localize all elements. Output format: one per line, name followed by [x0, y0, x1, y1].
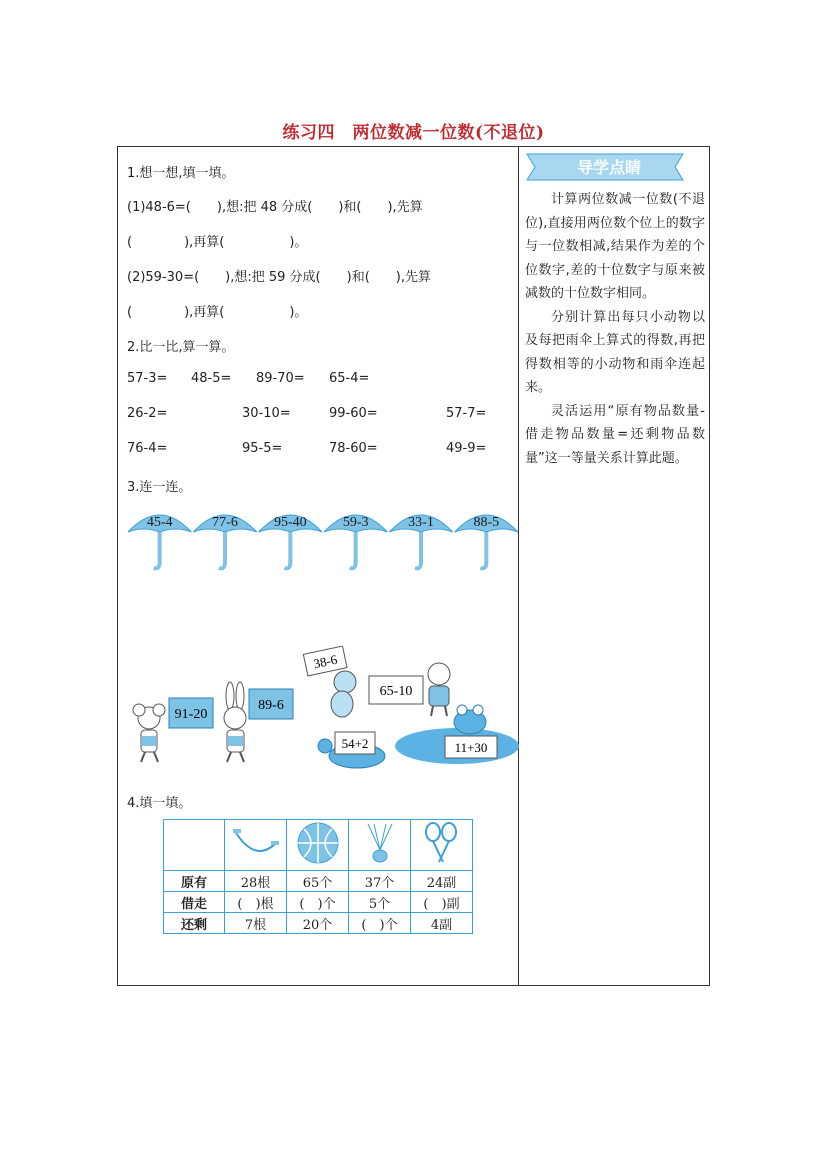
umbrella-expr: 33-1	[408, 515, 434, 530]
basketball-icon	[287, 820, 349, 871]
jump-rope-icon	[225, 820, 287, 871]
bear-cub-icon	[303, 646, 356, 717]
umbrella-icon	[455, 515, 518, 568]
umbrella-icon	[259, 515, 322, 568]
q2-row	[127, 406, 517, 426]
q2-expr: 30-10=	[242, 406, 291, 421]
q2-expr: 89-70=	[256, 371, 305, 386]
q2-row	[127, 371, 517, 391]
q1-line4: ( ),再算( )。	[127, 305, 308, 320]
table-cell: ( )个	[287, 892, 349, 913]
table-cell: ( )个	[349, 913, 411, 934]
q2-expr: 76-4=	[127, 441, 168, 456]
umbrella-icon	[193, 515, 256, 568]
table-cell: 65个	[287, 871, 349, 892]
row-label: 借走	[164, 892, 225, 913]
table-cell: 20个	[287, 913, 349, 934]
sign-91-20	[169, 698, 213, 728]
table-cell: ( )根	[225, 892, 287, 913]
table-cell: 5个	[349, 892, 411, 913]
guide-text	[525, 188, 705, 470]
q2-expr: 78-60=	[329, 441, 378, 456]
table-cell: ( )副	[411, 892, 473, 913]
mouse-icon	[133, 704, 165, 762]
table-row	[164, 913, 473, 934]
q2-heading: 2.比一比,算一算。	[127, 340, 235, 355]
umbrella-expr: 95-40	[273, 515, 307, 530]
table-cell: 7根	[225, 913, 287, 934]
q2-expr: 57-3=	[127, 371, 168, 386]
frog-icon	[454, 705, 486, 734]
q3-heading: 3.连一连。	[127, 480, 192, 495]
table-cell: 37个	[349, 871, 411, 892]
bear-icon	[428, 663, 450, 716]
umbrella-row	[127, 506, 519, 576]
q2-expr: 57-7=	[446, 406, 487, 421]
svg-text:11+30: 11+30	[454, 740, 488, 755]
q2-expr: 99-60=	[329, 406, 378, 421]
svg-text:54+2: 54+2	[341, 736, 369, 751]
table-row	[164, 871, 473, 892]
svg-text:导学点睛: 导学点睛	[576, 158, 642, 177]
shuttlecock-icon	[349, 820, 411, 871]
umbrella-icon	[324, 515, 387, 568]
q2-expr: 48-5=	[191, 371, 232, 386]
q2-expr: 95-5=	[242, 441, 283, 456]
q2-expr: 65-4=	[329, 371, 370, 386]
svg-text:38-6: 38-6	[312, 651, 339, 672]
animal-scene	[127, 646, 519, 786]
sign-11-30	[445, 736, 497, 758]
sign-89-6	[249, 689, 293, 719]
table-cell: 24副	[411, 871, 473, 892]
q4-heading: 4.填一填。	[127, 796, 192, 811]
row-label: 还剩	[164, 913, 225, 934]
table-cell: 28根	[225, 871, 287, 892]
svg-text:91-20: 91-20	[174, 707, 208, 722]
q2-row	[127, 441, 517, 461]
svg-text:89-6: 89-6	[258, 698, 284, 713]
sign-65-10	[369, 676, 423, 704]
q1-line2: ( ),再算( )。	[127, 235, 308, 250]
q2-expr: 49-9=	[446, 441, 487, 456]
umbrella-icon	[389, 515, 452, 568]
sign-54-2	[335, 732, 375, 754]
row-label: 原有	[164, 871, 225, 892]
guide-paragraph: 分别计算出每只小动物以及每把雨伞上算式的得数,再把得数相等的小动物和雨伞连起来。	[525, 309, 705, 395]
guide-paragraph: 计算两位数减一位数(不退位),直接用两位数个位上的数字与一位数相减,结果作为差的个位数字,差的十位数字与原来被减数的十位数字相同。	[525, 192, 705, 301]
guide-paragraph: 灵活运用“原有物品数量-借走物品数量=还剩物品数量”这一等量关系计算此题。	[525, 403, 705, 466]
badminton-rackets-icon	[411, 820, 473, 871]
svg-text:65-10: 65-10	[379, 684, 413, 699]
umbrella-expr: 88-5	[473, 515, 500, 530]
table-row	[164, 820, 473, 871]
q2-expr: 26-2=	[127, 406, 168, 421]
q1-line1: (1)48-6=( ),想:把 48 分成( )和( ),先算	[127, 200, 423, 215]
table-row	[164, 892, 473, 913]
table-corner	[164, 820, 225, 871]
table-cell: 4副	[411, 913, 473, 934]
q1-line3: (2)59-30=( ),想:把 59 分成( )和( ),先算	[127, 270, 431, 285]
umbrella-expr: 77-6	[212, 515, 238, 530]
q1-heading: 1.想一想,填一填。	[127, 166, 235, 181]
umbrella-expr: 59-3	[342, 515, 369, 530]
umbrella-expr: 45-4	[146, 515, 173, 530]
rabbit-icon	[224, 682, 246, 762]
guide-badge	[525, 152, 685, 182]
umbrella-icon	[128, 515, 191, 568]
borrow-table	[163, 819, 473, 934]
page-title: 练习四 两位数减一位数(不退位)	[282, 123, 545, 143]
